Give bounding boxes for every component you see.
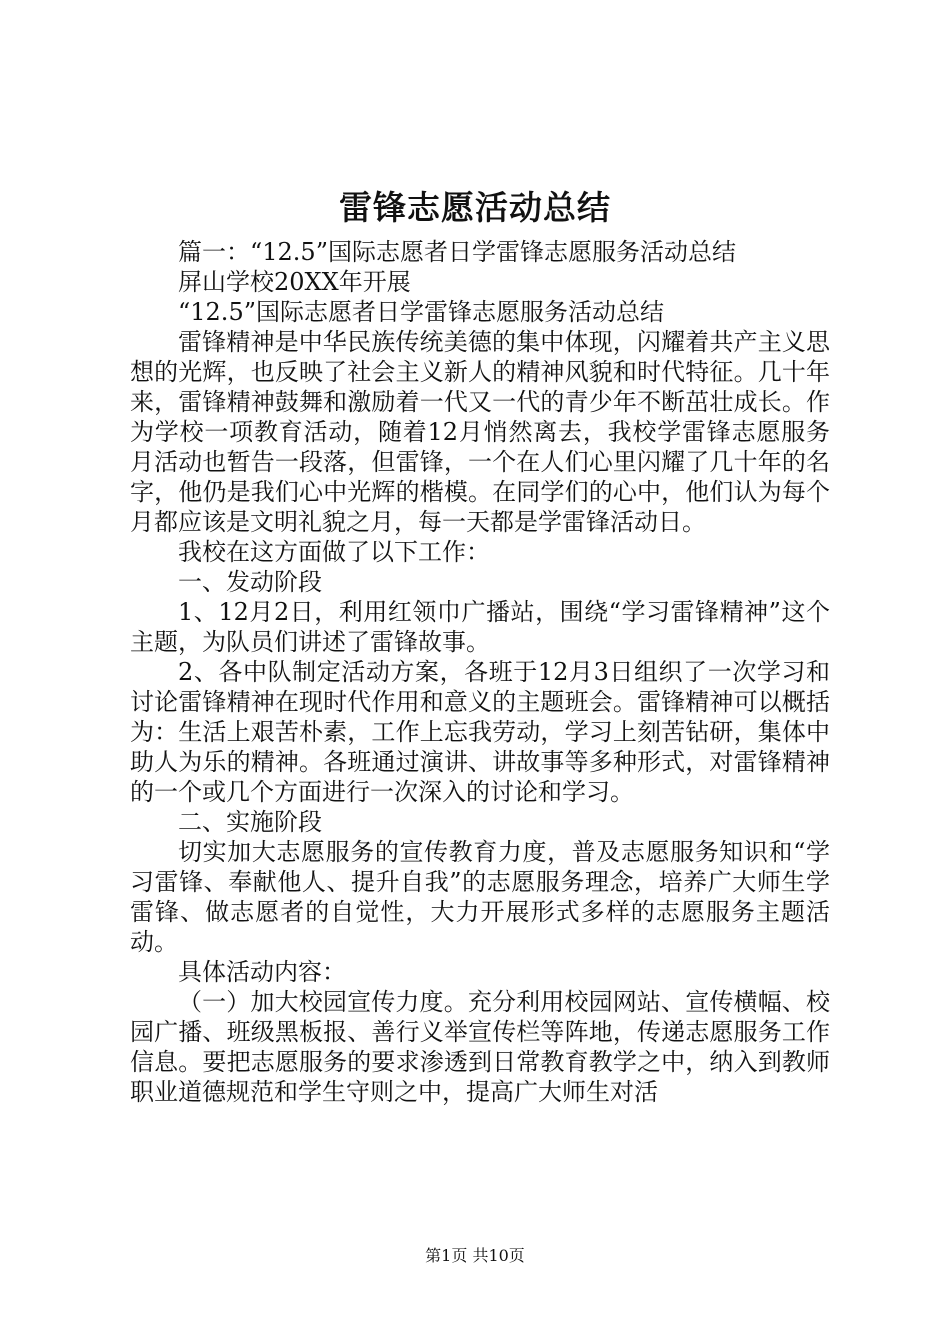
paragraph: 屏山学校20XX年开展 (178, 268, 411, 296)
paragraph: 具体活动内容： (178, 958, 346, 986)
paragraph: 篇一：“12.5”国际志愿者日学雷锋志愿服务活动总结 (178, 238, 736, 266)
section-heading: 二、实施阶段 (178, 808, 322, 836)
document-body (130, 237, 830, 1107)
paragraph: 切实加大志愿服务的宣传教育力度，普及志愿服务知识和“学习雷锋、奉献他人、提升自我”的志愿服务理念，培养广大师生学雷锋、做志愿者的自觉性，大力开展形式多样的志愿服务主题活动。 (130, 838, 830, 956)
paragraph: 2、各中队制定活动方案，各班于12月3日组织了一次学习和讨论雷锋精神在现时代作用和意义的主题班会。雷锋精神可以概括为：生活上艰苦朴素，工作上忘我劳动，学习上刻苦钻研，集体中助人为乐的精神。各班通过演讲、讲故事等多种形式，对雷锋精神的一个或几个方面进行一次深入的讨论和学习。 (130, 658, 830, 806)
page-footer: 第1页 共10页 (425, 1246, 525, 1265)
document-title: 雷锋志愿活动总结 (339, 188, 611, 227)
paragraph: （一）加大校园宣传力度。充分利用校园网站、宣传横幅、校园广播、班级黑板报、善行义举宣传栏等阵地，传递志愿服务工作信息。要把志愿服务的要求渗透到日常教育教学之中，纳入到教师职业道德规范和学生守则之中，提高广大师生对活 (130, 988, 830, 1106)
paragraph: “12.5”国际志愿者日学雷锋志愿服务活动总结 (178, 298, 664, 326)
section-heading: 一、发动阶段 (178, 568, 322, 596)
paragraph: 我校在这方面做了以下工作： (178, 538, 490, 566)
paragraph: 1、12月2日，利用红领巾广播站，围绕“学习雷锋精神”这个主题，为队员们讲述了雷锋故事。 (130, 598, 830, 656)
paragraph: 雷锋精神是中华民族传统美德的集中体现，闪耀着共产主义思想的光辉，也反映了社会主义新人的精神风貌和时代特征。几十年来，雷锋精神鼓舞和激励着一代又一代的青少年不断茁壮成长。作为学校一项教育活动，随着12月悄然离去，我校学雷锋志愿服务月活动也暂告一段落，但雷锋，一个在人们心里闪耀了几十年的名字，他仍是我们心中光辉的楷模。在同学们的心中，他们认为每个月都应该是文明礼貌之月，每一天都是学雷锋活动日。 (130, 328, 830, 536)
